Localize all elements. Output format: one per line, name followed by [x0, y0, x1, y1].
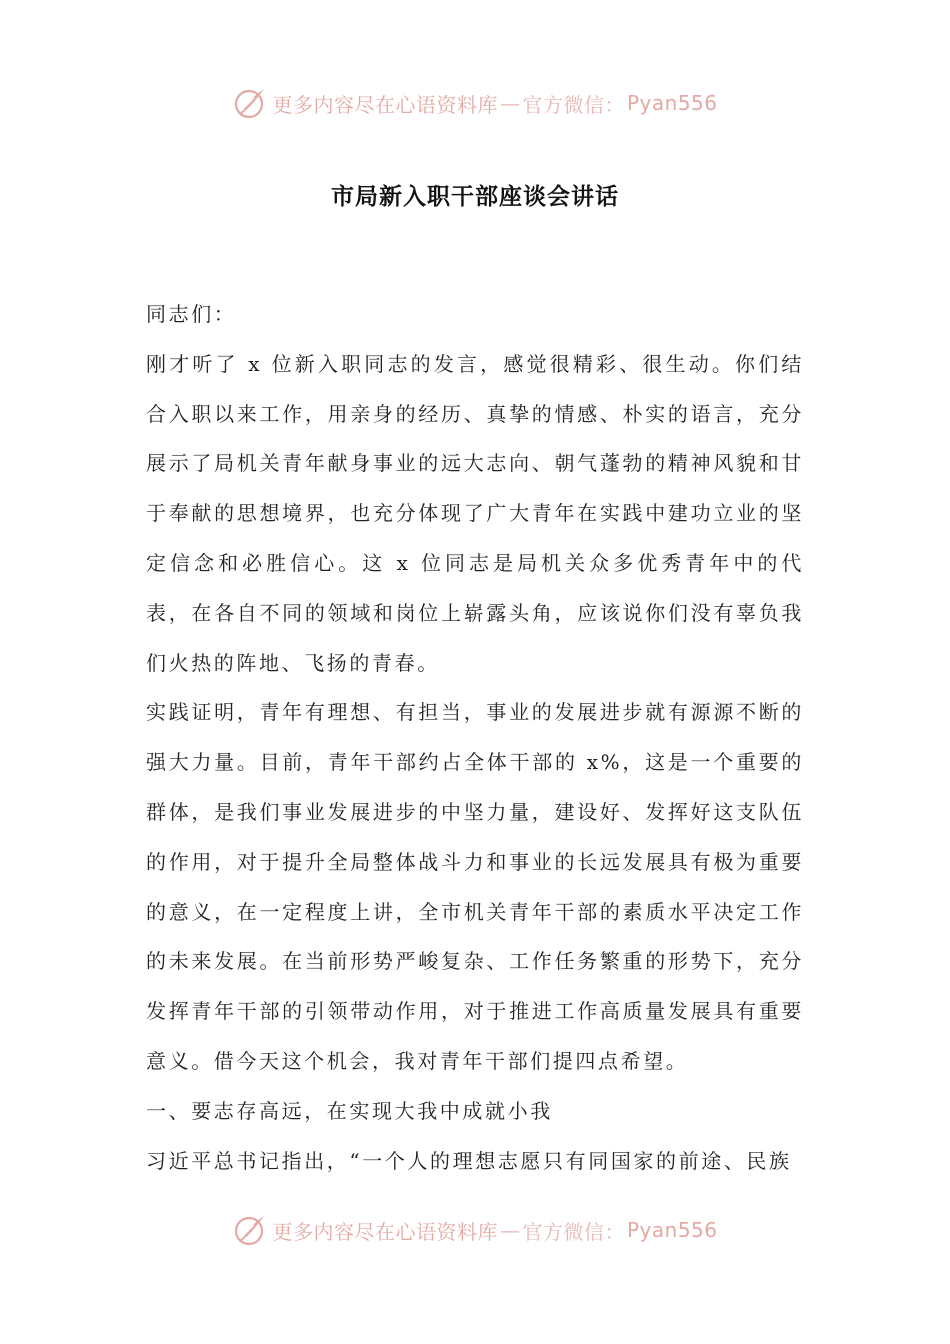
watermark-official: 官方微信： [522, 1219, 625, 1244]
paragraph: 刚才听了 x 位新入职同志的发言，感觉很精彩、很生动。你们结合入职以来工作，用亲身的经历、真挚的情感、朴实的语言，充分展示了局机关青年献身事业的远大志向、朝气蓬勃的精神风貌和甘于奉献的思想境界，也充分体现了广大青年在实践中建功立业的坚定信念和必胜信心。这 x 位同志是局机关众多优秀青年中的代表，在各自不同的领域和岗位上崭露头角，应该说你们没有辜负我们火热的阵地、飞扬的青春。 [146, 351, 804, 675]
section-heading: 一、要志存高远，在实现大我中成就小我 [146, 1098, 553, 1123]
salutation: 同志们： [146, 302, 237, 326]
paragraph: 习近平总书记指出，“一个人的理想志愿只有同国家的前途、民族 [146, 1148, 792, 1173]
watermark-brand: 更多内容尽在心语资料库 [272, 92, 498, 117]
watermark-brand: 更多内容尽在心语资料库 [272, 1219, 498, 1244]
watermark-dash: — [499, 1218, 521, 1242]
quill-logo-icon [232, 85, 268, 121]
watermark-wechat-id: Pyan556 [626, 1218, 718, 1242]
quill-logo-icon [232, 1212, 268, 1248]
watermark-official: 官方微信： [522, 92, 625, 117]
watermark-header [0, 83, 950, 123]
watermark-wechat-id: Pyan556 [626, 91, 718, 115]
document-title: 市局新入职干部座谈会讲话 [331, 184, 619, 210]
document-body [146, 290, 804, 1186]
watermark-footer [0, 1210, 950, 1250]
watermark-dash: — [499, 91, 521, 115]
paragraph: 实践证明，青年有理想、有担当，事业的发展进步就有源源不断的强大力量。目前，青年干部约占全体干部的 x%，这是一个重要的群体，是我们事业发展进步的中坚力量，建设好、发挥好这支队伍的作用，对于提升全局整体战斗力和事业的长远发展具有极为重要的意义，在一定程度上讲，全市机关青年干部的素质水平决定工作的未来发展。在当前形势严峻复杂、工作任务繁重的形势下，充分发挥青年干部的引领带动作用，对于推进工作高质量发展具有重要意义。借今天这个机会，我对青年干部们提四点希望。 [146, 700, 804, 1073]
